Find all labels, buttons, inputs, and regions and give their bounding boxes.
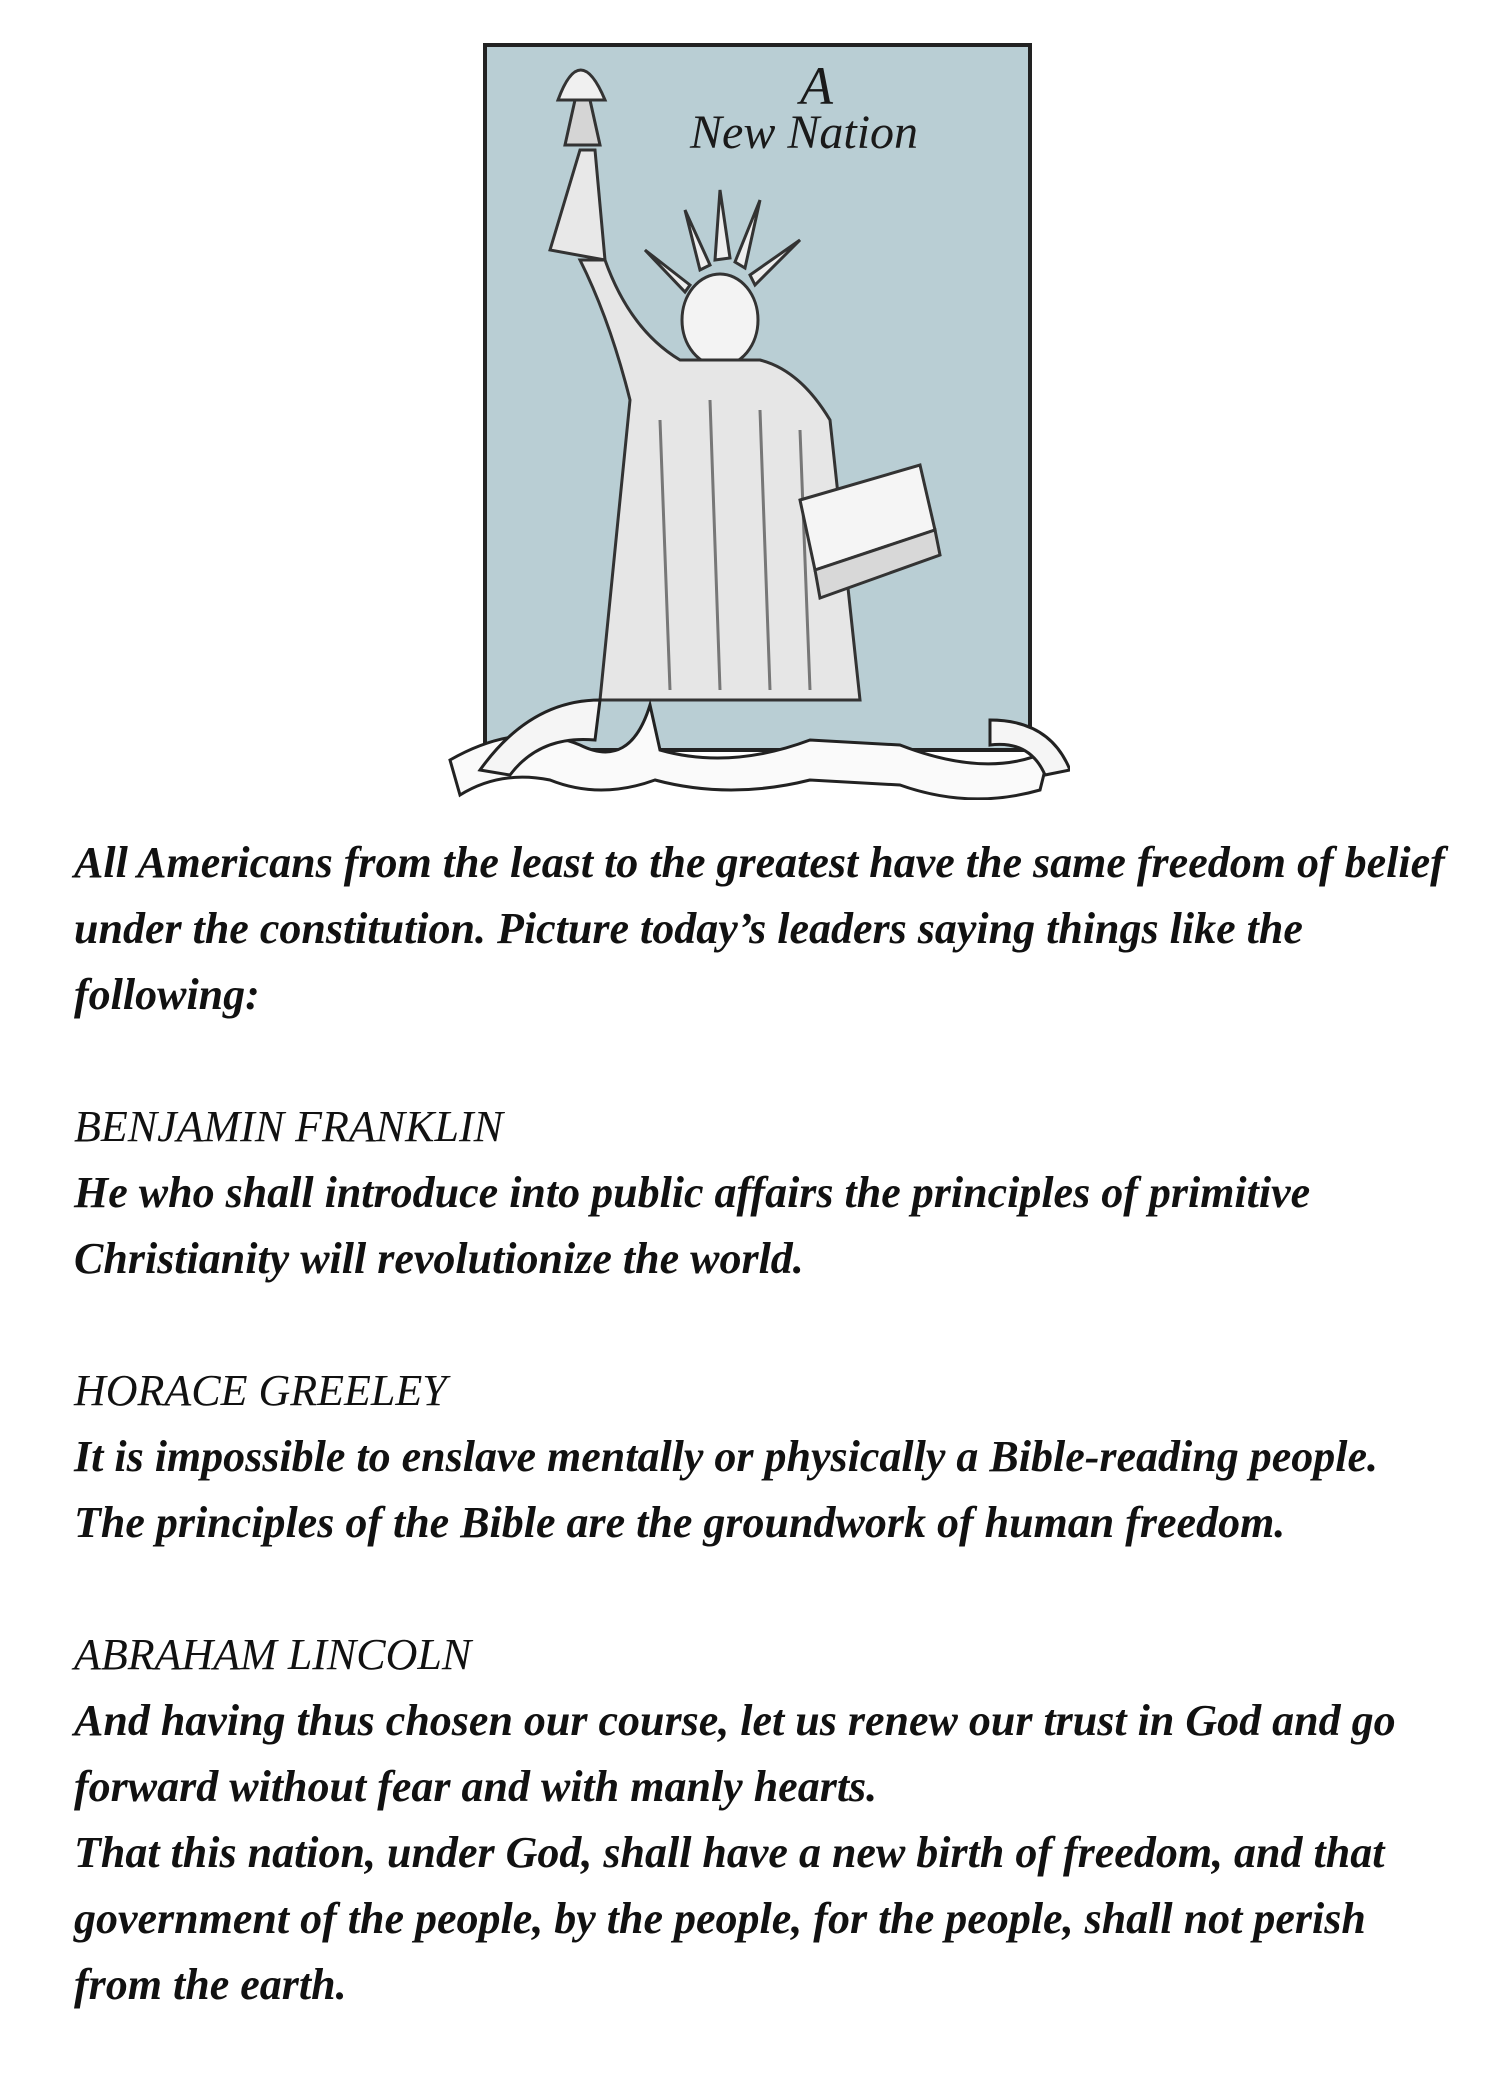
intro-paragraph: All Americans from the least to the greatest have the same freedom of belief under the constitution. Picture today’s leaders saying things like the following: <box>74 838 1445 1019</box>
quote-text: And having thus chosen our course, let us renew our trust in God and go forward without fear and with manly hearts. <box>74 1696 1396 1811</box>
quote-block <box>74 1358 1454 1556</box>
document-body <box>74 830 1454 2084</box>
quote-text: He who shall introduce into public affairs the principles of primitive Christianity will revolutionize the world. <box>74 1168 1311 1283</box>
quote-block <box>74 1622 1454 2018</box>
quote-block <box>74 1094 1454 1292</box>
illustration-title-line1: A <box>800 56 833 116</box>
quote-author: ABRAHAM LINCOLN <box>74 1630 472 1679</box>
quote-author: HORACE GREELEY <box>74 1366 447 1415</box>
quote-text: It is impossible to enslave mentally or physically a Bible-reading people. The principles of the Bible are the groundwork of human freedom. <box>74 1432 1379 1547</box>
quote-text: That this nation, under God, shall have a new birth of freedom, and that government of the people, by the people, for the people, shall not perish from the earth. <box>74 1828 1385 2009</box>
quote-author: BENJAMIN FRANKLIN <box>74 1102 503 1151</box>
illustration-title-line2: New Nation <box>690 106 919 159</box>
